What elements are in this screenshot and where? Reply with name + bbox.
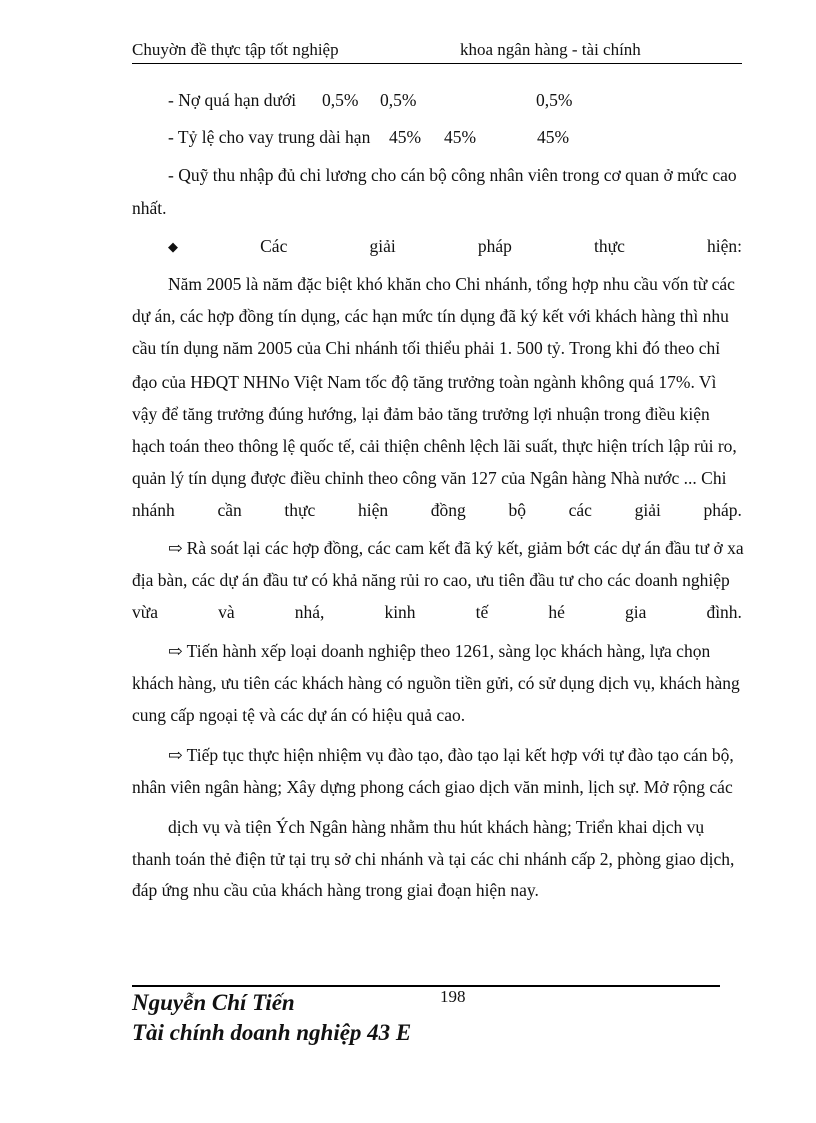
para2-line-2: địa bàn, các dự án đầu tư có khả năng rủi ro cao, ưu tiên đầu tư cho các doanh nghiệp: [132, 570, 730, 590]
para4-line-1: [168, 745, 734, 766]
word: hiện: [357, 500, 389, 520]
word: kinh: [384, 602, 416, 622]
para1-line-2: dự án, các hợp đồng tín dụng, các hạn mức tín dụng đã ký kết với khách hàng thì nhu: [132, 306, 729, 326]
para4-line-5: đáp ứng nhu cầu của khách hàng trong giai đoạn hiện nay.: [132, 880, 539, 900]
target-overdue-label: - Nợ quá hạn dưới: [168, 90, 297, 110]
fund-line-1: - Quỹ thu nhập đủ chi lương cho cán bộ công nhân viên trong cơ quan ở mức cao: [168, 165, 737, 185]
word: cần: [217, 500, 242, 520]
header-right-title: khoa ngân hàng - tài chính: [460, 40, 641, 59]
word: tế: [475, 602, 489, 622]
para3-line-1: [168, 641, 710, 662]
target-lending-label: - Tỷ lệ cho vay trung dài hạn: [168, 127, 371, 147]
word: vừa: [132, 602, 159, 622]
author-name: Nguyễn Chí Tiến: [132, 990, 295, 1015]
heading-word: Các: [260, 236, 288, 256]
para1-line-1: Năm 2005 là năm đặc biệt khó khăn cho Chi nhánh, tổng hợp nhu cầu vốn từ các: [168, 274, 735, 294]
right-arrow-icon: ⇨: [168, 538, 183, 558]
heading-word: giải: [369, 236, 396, 256]
target-overdue-value-2: 0,5%: [380, 90, 417, 110]
word: nhá,: [294, 602, 325, 622]
word: bộ: [508, 500, 526, 520]
word: đồng: [430, 500, 466, 520]
para4-line-1-text: Tiếp tục thực hiện nhiệm vụ đào tạo, đào tạo lại kết hợp với tự đào tạo cán bộ,: [186, 745, 734, 765]
right-arrow-icon: ⇨: [168, 641, 183, 661]
para4-line-3: dịch vụ và tiện Ých Ngân hàng nhằm thu hút khách hàng; Triển khai dịch vụ: [168, 817, 705, 837]
word: hé: [548, 602, 565, 622]
heading-word: pháp: [477, 236, 512, 256]
diamond-bullet-icon: ◆: [168, 239, 178, 254]
para1-line-4: đạo của HĐQT NHNo Việt Nam tốc độ tăng trưởng toàn ngành không quá 17%. Vì: [132, 372, 717, 392]
fund-line-2: nhất.: [132, 198, 167, 218]
para1-line-3: cầu tín dụng năm 2005 của Chi nhánh tối thiểu phải 1. 500 tỷ. Trong khi đó theo chỉ: [132, 338, 721, 358]
header-rule: [132, 63, 742, 64]
word: thực: [284, 500, 316, 520]
para3-line-3: cung cấp ngoại tệ và các dự án có hiệu quả cao.: [132, 705, 466, 725]
para2-line-1-text: Rà soát lại các hợp đồng, các cam kết đã ký kết, giảm bớt các dự án đầu tư ở xa: [186, 538, 744, 558]
solutions-heading: [168, 236, 742, 257]
word: nhánh: [132, 500, 175, 520]
page-number: 198: [440, 987, 466, 1006]
para1-line-7: quản lý tín dụng được điều chỉnh theo công văn 127 của Ngân hàng Nhà nước ... Chi: [132, 468, 727, 488]
word: gia: [624, 602, 647, 622]
author-class: Tài chính doanh nghiệp 43 E: [132, 1020, 412, 1045]
target-lending-value-2: 45%: [444, 127, 477, 147]
para4-line-2: nhân viên ngân hàng; Xây dựng phong cách giao dịch văn minh, lịch sự. Mở rộng các: [132, 777, 733, 797]
target-lending-value-3: 45%: [537, 127, 570, 147]
para1-line-6: hạch toán theo thông lệ quốc tế, cải thiện chênh lệch lãi suất, thực hiện trích lập rủi ro,: [132, 436, 737, 456]
para3-line-1-text: Tiến hành xếp loại doanh nghiệp theo 1261, sàng lọc khách hàng, lựa chọn: [186, 641, 711, 661]
target-lending-value-1: 45%: [389, 127, 422, 147]
right-arrow-icon: ⇨: [168, 745, 183, 765]
para3-line-2: khách hàng, ưu tiên các khách hàng có nguồn tiền gửi, có sử dụng dịch vụ, khách hàng: [132, 673, 740, 693]
word: và: [218, 602, 235, 622]
target-overdue-value-1: 0,5%: [322, 90, 359, 110]
target-overdue-value-3: 0,5%: [536, 90, 573, 110]
word: các: [568, 500, 592, 520]
heading-word: hiện:: [707, 236, 742, 256]
para4-line-4: thanh toán thẻ điện tử tại trụ sở chi nhánh và tại các chi nhánh cấp 2, phòng giao dịch,: [132, 849, 735, 869]
para1-line-8: [132, 500, 742, 521]
header-left-title: Chuyờn đề thực tập tốt nghiệp: [132, 40, 339, 59]
heading-word: thực: [594, 236, 625, 256]
word: giải: [634, 500, 661, 520]
footer-rule: [132, 985, 720, 987]
para2-line-3: [132, 602, 742, 623]
word: đình.: [706, 602, 742, 622]
word: pháp.: [703, 500, 742, 520]
para1-line-5: vậy để tăng trưởng đúng hướng, lại đảm bảo tăng trưởng lợi nhuận trong điều kiện: [132, 404, 710, 424]
para2-line-1: [168, 538, 744, 559]
